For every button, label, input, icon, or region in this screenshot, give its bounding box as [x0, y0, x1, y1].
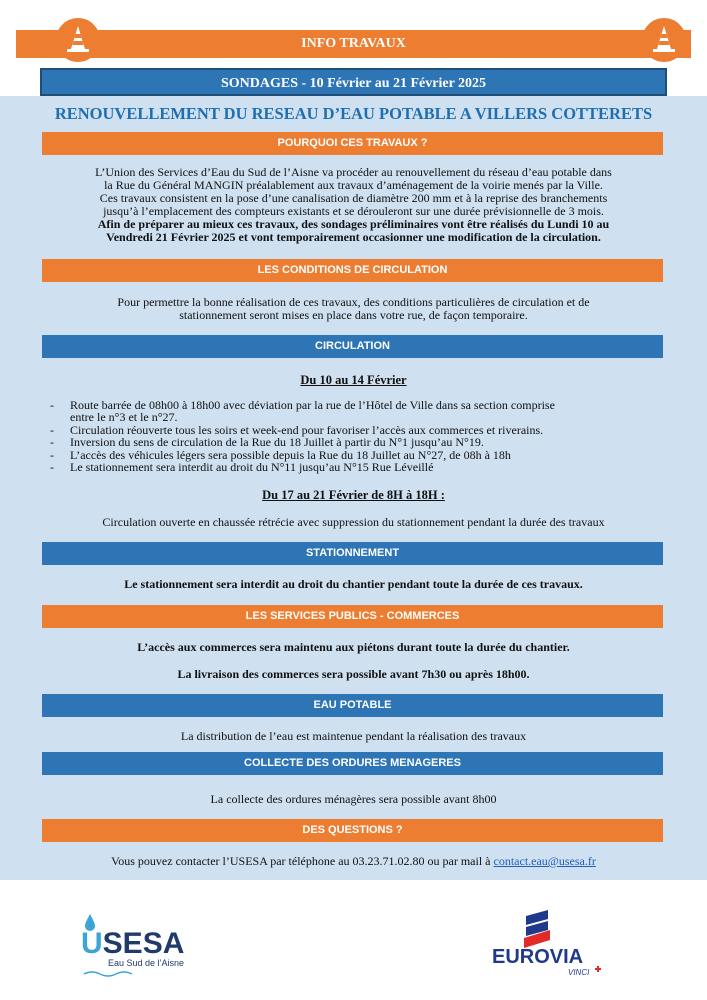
- conditions-line: Pour permettre la bonne réalisation de ces travaux, des conditions particulières de circulation et de: [117, 295, 590, 309]
- section-heading-eau: EAU POTABLE: [42, 694, 663, 717]
- section-heading-stationnement: STATIONNEMENT: [42, 542, 663, 565]
- list-item: - Inversion du sens de circulation de la Rue du 18 Juillet à partir du N°1 jusqu’au N°19.: [50, 436, 670, 448]
- circulation-period-1: Du 10 au 14 Février: [300, 373, 407, 387]
- section-heading-why: POURQUOI CES TRAVAUX ?: [42, 132, 663, 155]
- page-title: RENOUVELLEMENT DU RESEAU D’EAU POTABLE A VILLERS COTTERETS: [54, 104, 653, 123]
- why-line: L’Union des Services d’Eau du Sud de l’Aisne va procéder au renouvellement du réseau d’eau potable dans: [95, 165, 612, 179]
- stationnement-text: Le stationnement sera interdit au droit du chantier pendant toute la durée de ces travaux.: [124, 577, 583, 591]
- eau-text: La distribution de l’eau est maintenue pendant la réalisation des travaux: [180, 729, 527, 743]
- ordures-text: La collecte des ordures ménagères sera possible avant 8h00: [210, 792, 497, 806]
- circulation-list: [50, 399, 670, 473]
- info-travaux-banner: [16, 30, 691, 58]
- traffic-cone-icon: [56, 18, 100, 62]
- usesa-logo: [80, 910, 220, 980]
- dates-label: SONDAGES - 10 Février au 21 Février 2025: [220, 76, 487, 91]
- why-line: Ces travaux consistent en la pose d’une canalisation de diamètre 200 mm et à la reprise des branchements: [99, 191, 608, 205]
- section-heading-conditions: LES CONDITIONS DE CIRCULATION: [42, 259, 663, 282]
- circulation-period-2: Du 17 au 21 Février de 8H à 18H :: [262, 488, 445, 502]
- services-text-1: L’accès aux commerces sera maintenu aux piétons durant toute la durée du chantier.: [137, 640, 570, 654]
- list-item: - Le stationnement sera interdit au droit du N°11 jusqu’au N°15 Rue Léveillé: [50, 461, 670, 473]
- why-line: la Rue du Général MANGIN préalablement aux travaux d’aménagement de la voirie menés par la Ville.: [104, 178, 603, 192]
- conditions-line: stationnement seront mises en place dans votre rue, de façon temporaire.: [179, 308, 528, 322]
- svg-text:EUROVIA: EUROVIA: [492, 946, 584, 968]
- info-travaux-label: INFO TRAVAUX: [301, 36, 406, 51]
- why-bold-line: Vendredi 21 Février 2025 et vont temporairement occasionner une modification de la circulation.: [106, 230, 601, 244]
- section-heading-circulation: CIRCULATION: [42, 335, 663, 358]
- svg-text:USESA: USESA: [81, 927, 185, 960]
- email-link[interactable]: contact.eau@usesa.fr: [493, 854, 596, 868]
- eurovia-logo: [488, 910, 618, 980]
- why-line: jusqu’à l’emplacement des compteurs existants et se dérouleront sur une durée prévisionnelle de 3 mois.: [103, 204, 604, 218]
- why-bold-line: Afin de préparer au mieux ces travaux, des sondages préliminaires vont être réalisés du Lundi 10 au: [97, 217, 610, 231]
- svg-text:Eau Sud de l’Aisne: Eau Sud de l’Aisne: [108, 958, 185, 968]
- section-heading-questions: DES QUESTIONS ?: [42, 819, 663, 842]
- list-item: - Circulation réouverte tous les soirs et week-end pour favoriser l’accès aux commerces et riverains.: [50, 424, 670, 436]
- section-heading-ordures: COLLECTE DES ORDURES MENAGERES: [42, 752, 663, 775]
- questions-text: [30, 855, 677, 868]
- section-heading-services: LES SERVICES PUBLICS - COMMERCES: [42, 605, 663, 628]
- traffic-cone-icon: [642, 18, 686, 62]
- dates-banner: [40, 68, 667, 96]
- list-item: - Route barrée de 08h00 à 18h00 avec déviation par la rue de l’Hôtel de Ville dans sa section comprise entre le n°3 et le n°27.: [50, 399, 670, 424]
- questions-label: Vous pouvez contacter l’USESA par téléphone au 03.23.71.02.80 ou par mail à: [111, 854, 491, 868]
- list-item: - L’accès des véhicules légers sera possible depuis la Rue du 18 Juillet au N°27, de 08h à 18h: [50, 449, 670, 461]
- why-paragraph: [30, 166, 677, 244]
- circulation-period-2-text: Circulation ouverte en chaussée rétrécie avec suppression du stationnement pendant la durée des travaux: [102, 515, 605, 529]
- services-text-2: La livraison des commerces sera possible avant 7h30 ou après 18h00.: [177, 667, 530, 681]
- conditions-paragraph: [30, 296, 677, 322]
- svg-text:VINCI: VINCI: [568, 968, 590, 977]
